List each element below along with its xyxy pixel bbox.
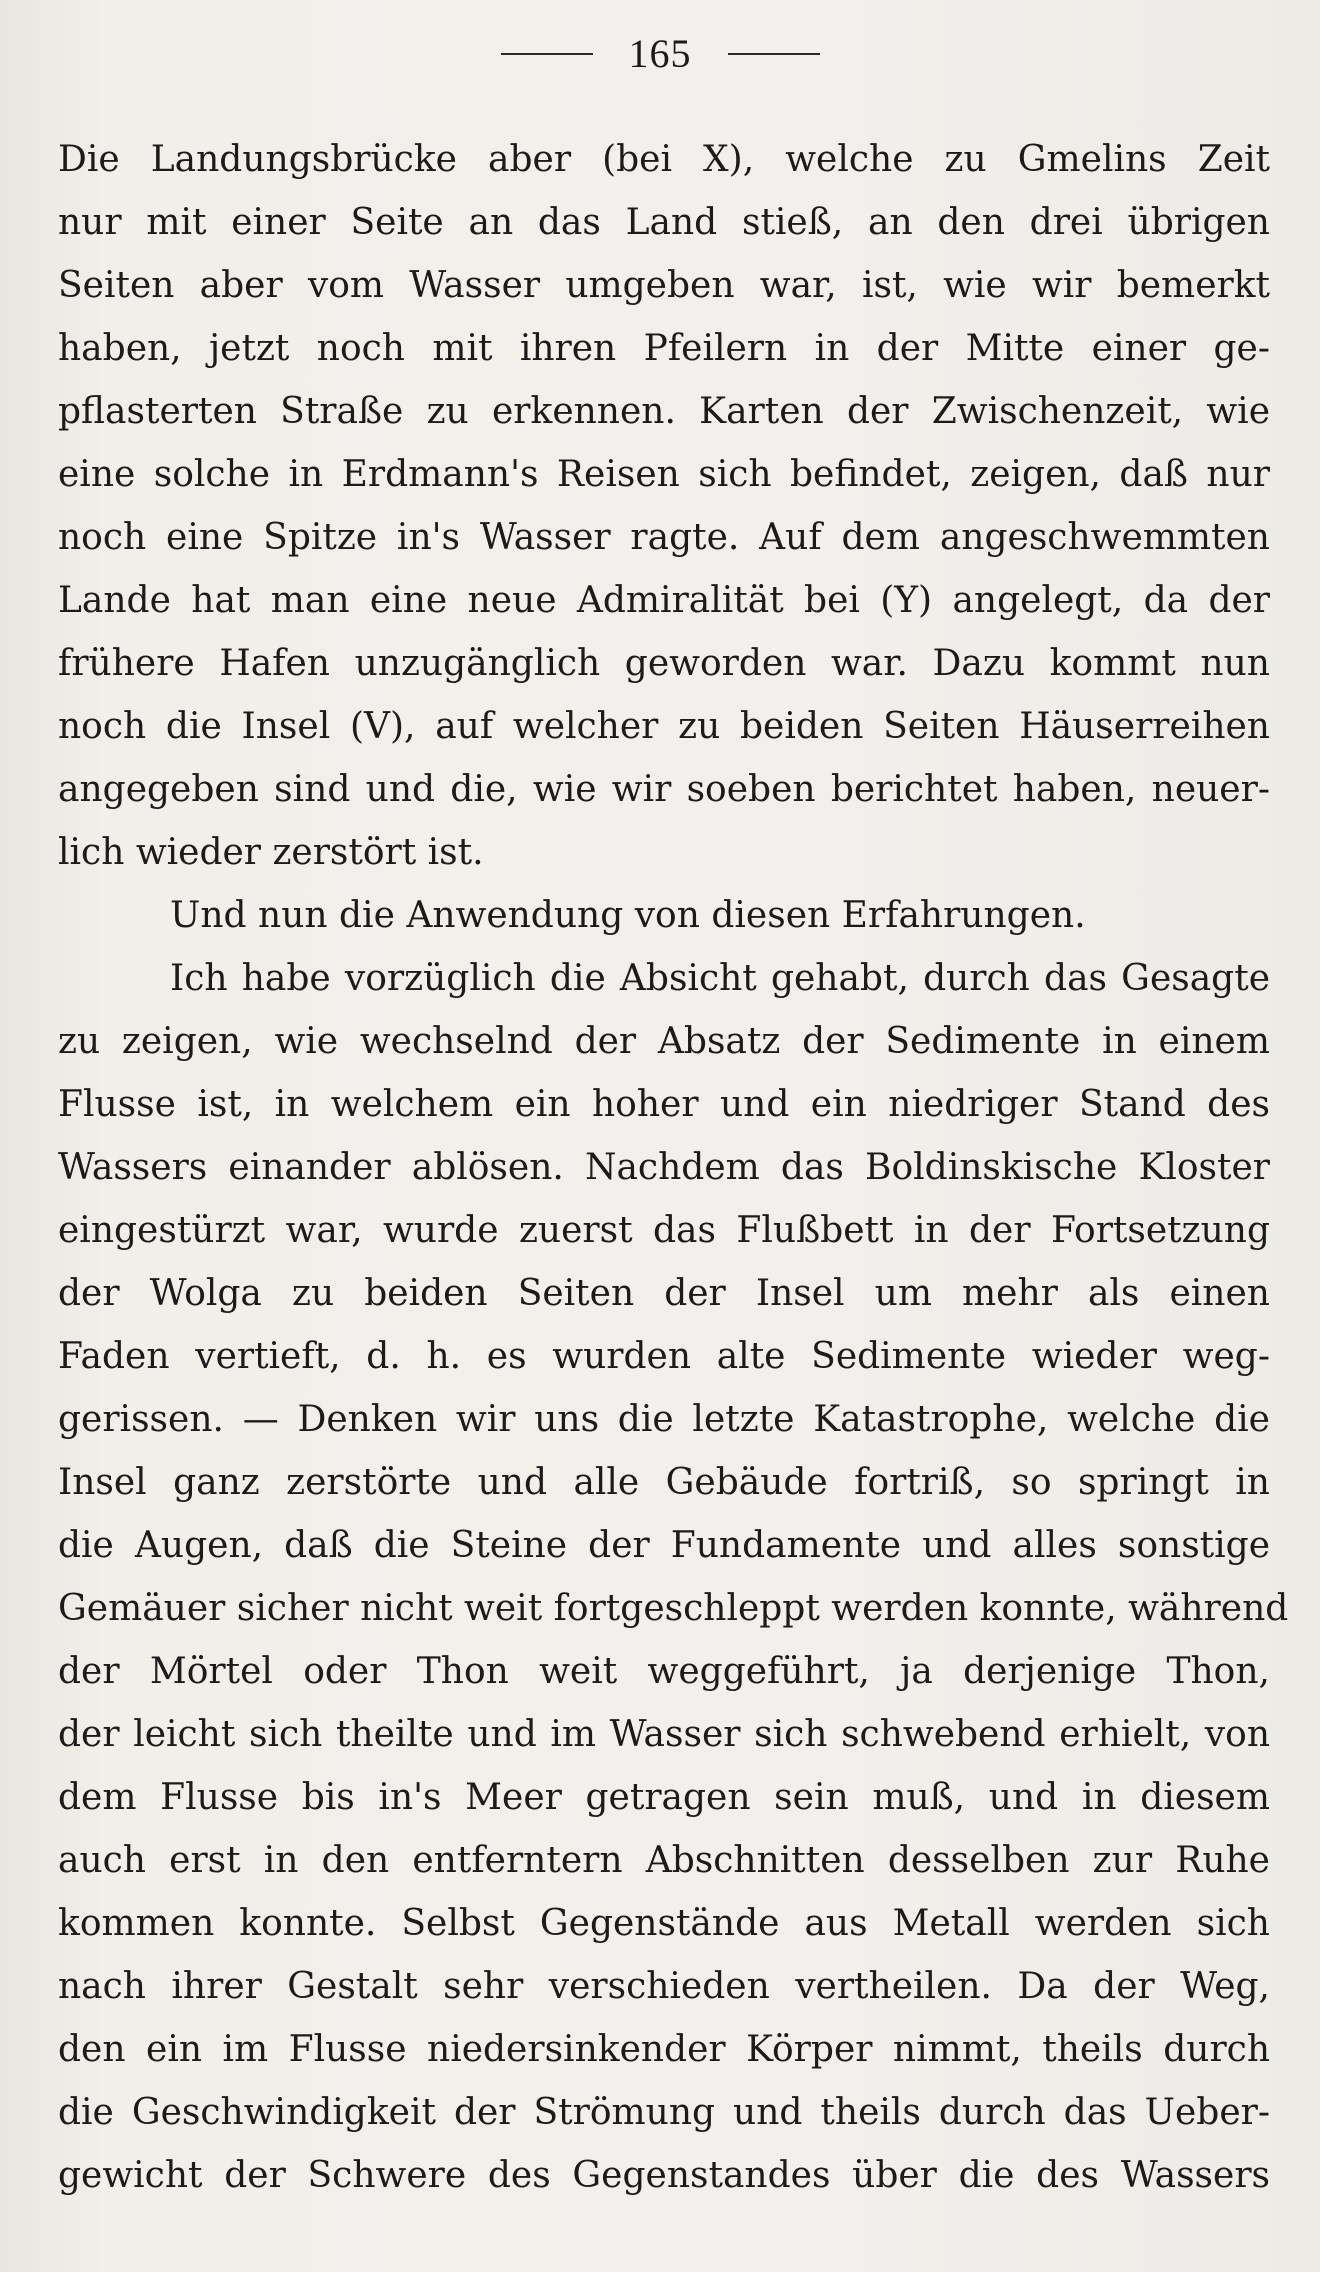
- text-line: gewicht der Schwere des Gegenstandes über die des Wassers: [58, 2155, 1270, 2196]
- page-number: 165: [628, 31, 692, 76]
- header-rule-left: [501, 53, 593, 55]
- text-line: nur mit einer Seite an das Land stieß, an den drei übrigen: [58, 202, 1270, 243]
- text-line: den ein im Flusse niedersinkender Körper nimmt, theils durch: [58, 2029, 1270, 2070]
- text-line: frühere Hafen unzugänglich geworden war. Dazu kommt nun: [58, 643, 1270, 684]
- header-rule-right: [728, 53, 820, 55]
- text-line: nach ihrer Gestalt sehr verschieden vertheilen. Da der Weg,: [58, 1966, 1270, 2007]
- text-line: zu zeigen, wie wechselnd der Absatz der Sedimente in einem: [58, 1021, 1270, 1062]
- text-line: angegeben sind und die, wie wir soeben berichtet haben, neuer-: [58, 769, 1270, 810]
- text-line: pflasterten Straße zu erkennen. Karten der Zwischenzeit, wie: [58, 391, 1270, 432]
- text-line: Seiten aber vom Wasser umgeben war, ist, wie wir bemerkt: [58, 265, 1270, 306]
- text-line: Insel ganz zerstörte und alle Gebäude fortriß, so springt in: [58, 1462, 1270, 1503]
- text-line: eingestürzt war, wurde zuerst das Flußbett in der Fortsetzung: [58, 1210, 1270, 1251]
- text-line: Wassers einander ablösen. Nachdem das Boldinskische Kloster: [58, 1147, 1270, 1188]
- text-line: Lande hat man eine neue Admiralität bei (Y) angelegt, da der: [58, 580, 1270, 621]
- text-line: Und nun die Anwendung von diesen Erfahrungen.: [170, 895, 1086, 936]
- text-line: Flusse ist, in welchem ein hoher und ein niedriger Stand des: [58, 1084, 1270, 1125]
- text-line: der leicht sich theilte und im Wasser sich schwebend erhielt, von: [58, 1714, 1270, 1755]
- text-line: haben, jetzt noch mit ihren Pfeilern in der Mitte einer ge-: [58, 328, 1270, 369]
- text-line: kommen konnte. Selbst Gegenstände aus Metall werden sich: [58, 1903, 1270, 1944]
- text-line: dem Flusse bis in's Meer getragen sein muß, und in diesem: [58, 1777, 1270, 1818]
- text-line: die Geschwindigkeit der Strömung und theils durch das Ueber-: [58, 2092, 1270, 2133]
- page-header: [0, 28, 1320, 80]
- text-line: der Mörtel oder Thon weit weggeführt, ja derjenige Thon,: [58, 1651, 1270, 1692]
- text-line: noch die Insel (V), auf welcher zu beiden Seiten Häuserreihen: [58, 706, 1270, 747]
- text-line: noch eine Spitze in's Wasser ragte. Auf dem angeschwemmten: [58, 517, 1270, 558]
- text-line: die Augen, daß die Steine der Fundamente und alles sonstige: [58, 1525, 1270, 1566]
- text-line: auch erst in den entferntern Abschnitten desselben zur Ruhe: [58, 1840, 1270, 1881]
- text-line: Faden vertieft, d. h. es wurden alte Sedimente wieder weg-: [58, 1336, 1270, 1377]
- body-text: [58, 128, 1289, 2207]
- text-line: Die Landungsbrücke aber (bei X), welche zu Gmelins Zeit: [58, 139, 1270, 180]
- text-line: lich wieder zerstört ist.: [58, 832, 484, 873]
- text-line: eine solche in Erdmann's Reisen sich befindet, zeigen, daß nur: [58, 454, 1270, 495]
- text-line: der Wolga zu beiden Seiten der Insel um mehr als einen: [58, 1273, 1270, 1314]
- text-line: Gemäuer sicher nicht weit fortgeschleppt werden konnte, während: [58, 1588, 1289, 1629]
- text-line: Ich habe vorzüglich die Absicht gehabt, durch das Gesagte: [170, 958, 1270, 999]
- text-line: gerissen. — Denken wir uns die letzte Katastrophe, welche die: [58, 1399, 1270, 1440]
